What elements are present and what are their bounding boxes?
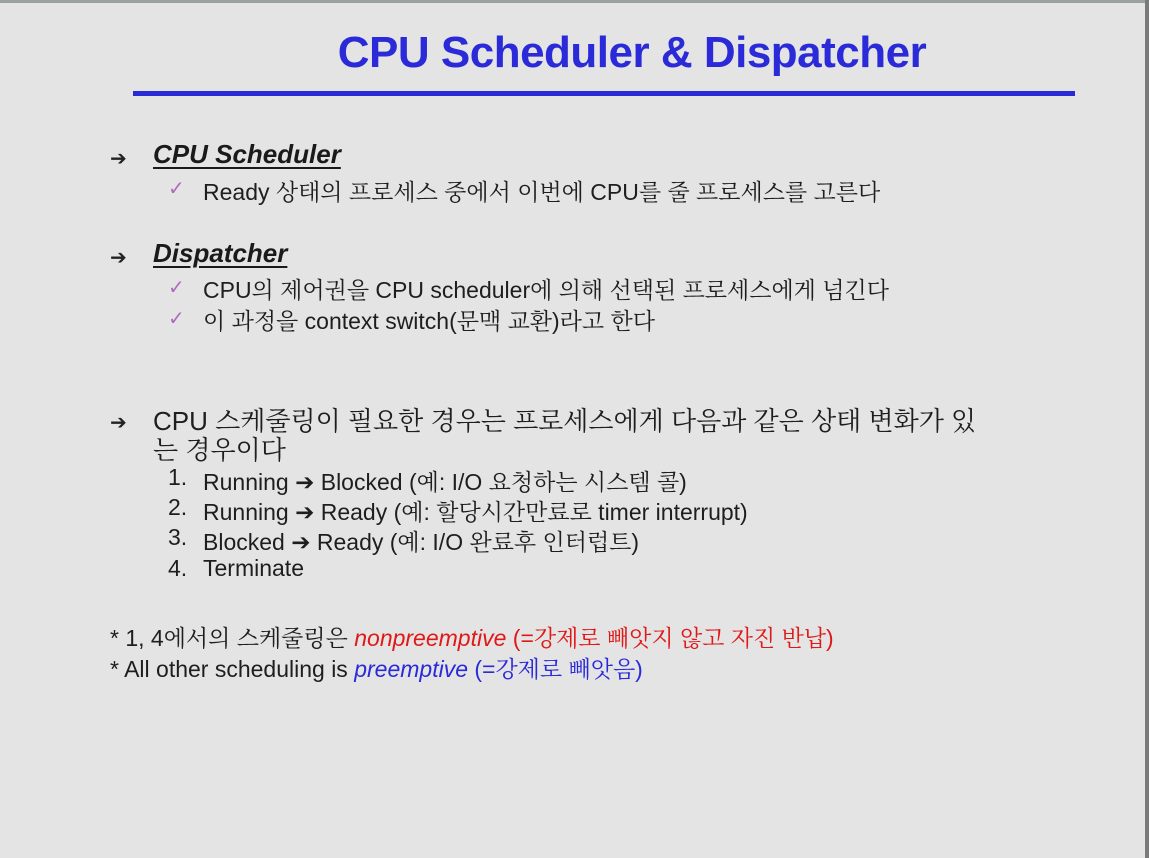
list-number: 2. (168, 494, 188, 520)
checkmark-icon: ✓ (168, 178, 185, 200)
note-preemptive (110, 651, 643, 684)
list-number: 3. (168, 524, 188, 550)
cases-intro-line1: CPU 스케줄링이 필요한 경우는 프로세스에게 다음과 같은 상태 변화가 있 (153, 406, 977, 436)
arrow-bullet-icon: ➔ (110, 148, 127, 170)
list-item: Running ➔ Blocked (예: I/O 요청하는 시스템 콜) (203, 469, 687, 495)
checkmark-icon: ✓ (168, 308, 185, 330)
cpu-scheduler-desc: Ready 상태의 프로세스 중에서 이번에 CPU를 줄 프로세스를 고른다 (203, 179, 881, 205)
dispatcher-desc-1: CPU의 제어권을 CPU scheduler에 의해 선택된 프로세스에게 넘긴다 (203, 277, 889, 303)
list-item: Terminate (203, 555, 304, 581)
heading-dispatcher: Dispatcher (153, 238, 288, 268)
cases-intro-line2: 는 경우이다 (153, 435, 286, 465)
slide-title: CPU Scheduler & Dispatcher (337, 28, 927, 77)
preemptive-term: preemptive (354, 656, 468, 682)
nonpreemptive-term: nonpreemptive (354, 625, 507, 651)
top-edge-strip (0, 0, 1149, 3)
note-nonpreemptive (110, 620, 834, 653)
note-suffix: (=강제로 빼앗음) (467, 656, 643, 682)
dispatcher-desc-2: 이 과정을 context switch(문맥 교환)라고 한다 (203, 308, 655, 334)
list-item: Running ➔ Ready (예: 할당시간만료로 timer interrupt) (203, 499, 748, 525)
note-prefix: * 1, 4에서의 스케줄링은 (110, 625, 355, 651)
checkmark-icon: ✓ (168, 277, 185, 299)
arrow-bullet-icon: ➔ (110, 412, 127, 434)
list-item: Blocked ➔ Ready (예: I/O 완료후 인터럽트) (203, 529, 640, 555)
title-underline-rule (133, 91, 1075, 96)
list-number: 1. (168, 464, 188, 490)
arrow-bullet-icon: ➔ (110, 247, 127, 269)
note-suffix: (=강제로 빼앗지 않고 자진 반납) (506, 625, 834, 651)
list-number: 4. (168, 555, 188, 581)
right-edge-border (1145, 0, 1149, 858)
heading-cpu-scheduler: CPU Scheduler (153, 139, 341, 169)
note-prefix: * All other scheduling is (110, 656, 355, 682)
